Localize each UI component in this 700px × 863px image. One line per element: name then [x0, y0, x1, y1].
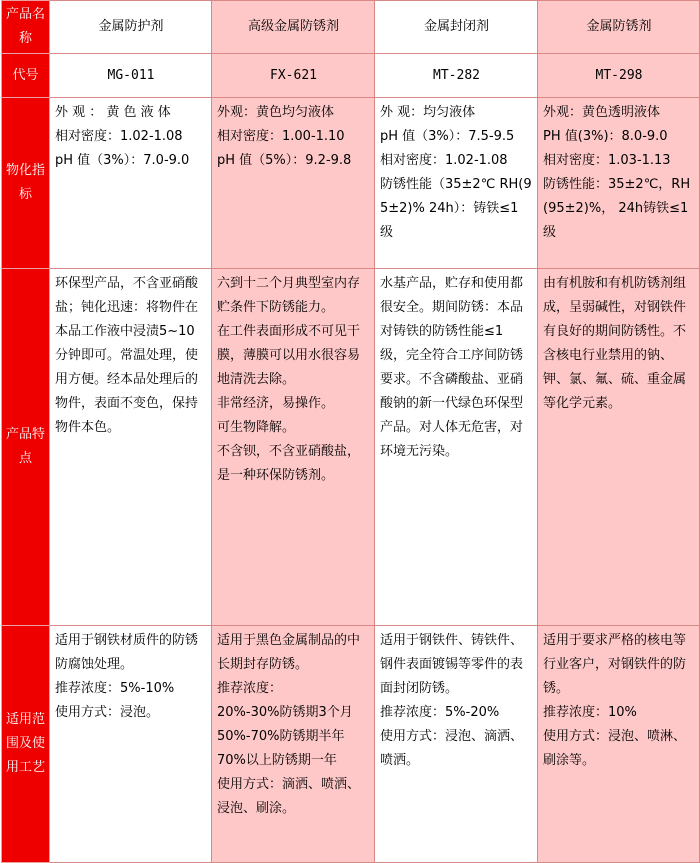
application-line: 适用于黑色金属制品的中长期封存防锈。: [217, 633, 361, 672]
properties-cell-4: [538, 98, 700, 269]
code-cell-4: MT-298: [538, 54, 700, 98]
properties-cell-1: [50, 98, 212, 269]
application-row: [2, 626, 700, 863]
property-line: 外 观：均匀液体: [380, 105, 476, 120]
application-line: 推荐浓度：10%: [543, 705, 637, 720]
application-line: 适用于要求严格的核电等行业客户，对钢铁件的防锈。: [543, 633, 687, 696]
features-cell-3: [375, 269, 538, 626]
corner-header-cell: [2, 1, 50, 54]
properties-cell-2: [212, 98, 375, 269]
application-line: 使用方式：滴洒、喷洒、浸泡、刷涂。: [217, 777, 361, 816]
features-cell-2: [212, 269, 375, 626]
property-line: pH 值（3%）：7.0-9.0: [55, 153, 190, 168]
feature-paragraph: 可生物降解。: [217, 420, 296, 435]
product-name-cell-1: 金属防护剂: [50, 1, 212, 54]
property-line: 相对密度：1.02-1.08: [380, 153, 508, 168]
property-line: 相对密度：1.03-1.13: [543, 153, 671, 168]
application-line: 推荐浓度：5%-10%: [55, 681, 175, 696]
features-cell-4: [538, 269, 700, 626]
feature-paragraph: 环保型产品，不含亚硝酸盐；钝化迅速：将物件在本品工作液中浸渍5~10 分钟即可。常温处理，使用方便。经本品处理后的物件，表面不变色，保持物件本色。: [55, 276, 199, 435]
feature-paragraph: 水基产品，贮存和使用都很安全。期间防锈：本品对铸铁的防锈性能≤1 级，完全符合工序间防锈要求。不含磷酸盐、亚硝酸钠的新一代绿色环保型产品。对人体无危害，对环境无污染。: [380, 276, 524, 459]
header-row: [2, 1, 700, 54]
property-line: 外观：黄色透明液体: [543, 105, 661, 120]
features-row-label: [2, 269, 50, 626]
property-line: 外 观 ： 黄 色 液 体: [55, 105, 171, 120]
application-cell-4: [538, 626, 700, 863]
product-name-cell-2: 高级金属防锈剂: [212, 1, 375, 54]
property-line: pH 值（5%）：9.2-9.8: [217, 153, 352, 168]
property-line: 相对密度：1.02-1.08: [55, 129, 183, 144]
application-cell-2: [212, 626, 375, 863]
property-line: 防锈性能：35±2℃，RH(95±2)%， 24h铸铁≤1 级: [543, 177, 691, 240]
code-cell-3: MT-282: [375, 54, 538, 98]
properties-cell-3: [375, 98, 538, 269]
application-line: 20%-30%防锈期3个月: [217, 705, 353, 720]
application-cell-3: [375, 626, 538, 863]
feature-paragraph: 非常经济，易操作。: [217, 396, 335, 411]
code-row: [2, 54, 700, 98]
feature-paragraph: 在工件表面形成不可见干膜，薄膜可以用水很容易地清洗去除。: [217, 324, 361, 387]
product-name-cell-3: 金属封闭剂: [375, 1, 538, 54]
application-line: 使用方式：浸泡、滴洒、喷洒。: [380, 729, 524, 768]
property-line: PH 值(3%)：8.0-9.0: [543, 129, 668, 144]
code-cell-1: MG-011: [50, 54, 212, 98]
application-line: 推荐浓度：: [217, 681, 283, 696]
application-line: 70%以上防锈期一年: [217, 753, 337, 768]
corner-header-label: 产品名称: [5, 7, 45, 46]
properties-row-label: [2, 98, 50, 269]
features-row: [2, 269, 700, 626]
property-line: 相对密度：1.00-1.10: [217, 129, 345, 144]
property-line: 外观：黄色均匀液体: [217, 105, 335, 120]
application-line: 50%-70%防锈期半年: [217, 729, 345, 744]
product-name-cell-4: 金属防锈剂: [538, 1, 700, 54]
application-row-label: [2, 626, 50, 863]
product-spec-table: [1, 0, 700, 863]
property-line: pH 值（3%）：7.5-9.5: [380, 129, 515, 144]
application-line: 推荐浓度：5%-20%: [380, 705, 500, 720]
code-cell-2: FX-621: [212, 54, 375, 98]
features-cell-1: [50, 269, 212, 626]
feature-paragraph: 由有机胺和有机防锈剂组成，呈弱碱性，对钢铁件有良好的期间防锈性。不含核电行业禁用的钠、钾、氯、氟、硫、重金属等化学元素。: [543, 276, 687, 411]
application-line: 适用于钢铁材质件的防锈防腐蚀处理。: [55, 633, 199, 672]
feature-paragraph: 六到十二个月典型室内存贮条件下防锈能力。: [217, 276, 361, 315]
features-label-text: 产品特点: [5, 427, 45, 466]
properties-row: [2, 98, 700, 269]
code-row-label: 代号: [2, 54, 50, 98]
properties-label-text: 物化指标: [5, 163, 45, 202]
application-line: 使用方式：浸泡、喷淋、刷涂等。: [543, 729, 687, 768]
property-line: 防锈性能（35±2℃ RH(95±2)% 24h）：铸铁≤1 级: [380, 177, 532, 240]
application-line: 适用于钢铁件、铸铁件、钢件表面镀锡等零件的表面封闭防锈。: [380, 633, 524, 696]
application-label-text: 适用范围及使用工艺: [5, 712, 45, 775]
application-line: 使用方式：浸泡。: [55, 705, 160, 720]
feature-paragraph: 不含钡，不含亚硝酸盐，是一种环保防锈剂。: [217, 444, 361, 483]
application-cell-1: [50, 626, 212, 863]
